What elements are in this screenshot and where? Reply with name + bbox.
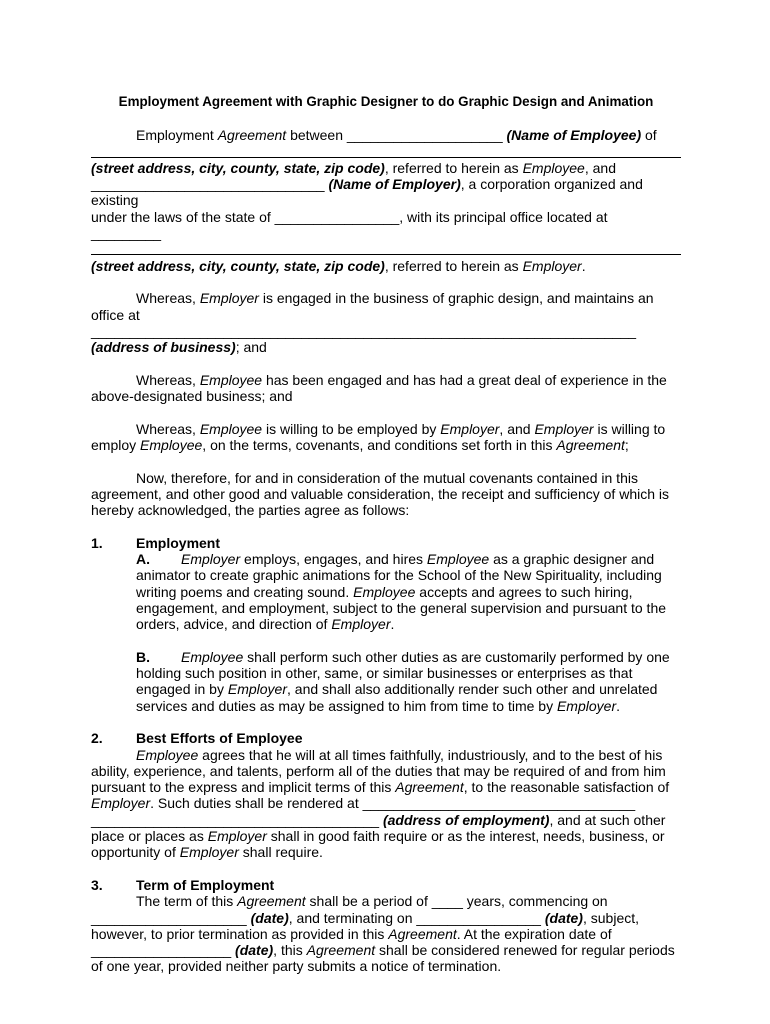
address-of-employment-label: (address of employment) bbox=[382, 811, 550, 828]
section-3-line-2: ____________________ (date), and terminating on ________________ (date), subject, bbox=[91, 909, 640, 926]
date-label: (date) bbox=[544, 909, 583, 926]
section-3-line-3: however, to prior termination as provided in this Agreement. At the expiration date of bbox=[91, 925, 612, 942]
date-label: (date) bbox=[250, 909, 289, 926]
section-3-line-4: __________________ (date), this Agreement shall be considered renewed for regular periods of one year, provided neither party submits a notice of termination. bbox=[91, 942, 675, 975]
whereas-paragraph-3: Whereas, Employee is willing to be employed by Employer, and Employer is willing to bbox=[136, 420, 666, 437]
document-title: Employment Agreement with Graphic Designer to do Graphic Design and Animation bbox=[118, 94, 654, 109]
whereas-paragraph-1: Whereas, Employer is engaged in the business of graphic design, and maintains an bbox=[136, 290, 654, 307]
section-3-heading: 3. Term of Employment bbox=[91, 876, 275, 893]
blank-line bbox=[91, 144, 681, 158]
section-2-paragraph: Employee agrees that he will at all times faithfully, industriously, and to the best of his ability, experience, and talents, perform all of the duties that may be required of and from him pursuant to the express and implicit terms of this Agreement, to the reasonable satisfaction of Employer. Such duties shall be rendered at ___________________________________ _____________________________________ (address of employment), and at such other place or places as Employer shall in good faith require or as the interest, needs, business, or opportunity of Employer shall require. bbox=[91, 746, 670, 861]
street-address-label: (street address, city, county, state, zip code) bbox=[91, 159, 385, 176]
section-1-heading: 1. Employment bbox=[91, 534, 221, 551]
now-therefore-paragraph: Now, therefore, for and in consideration of the mutual covenants contained in this agreement, and other good and valuable consideration, the receipt and sufficiency of which is hereby acknowledged, the parties agree as follows: bbox=[91, 469, 669, 519]
section-2-heading: 2. Best Efforts of Employee bbox=[91, 730, 303, 747]
blank-line bbox=[91, 241, 681, 255]
section-1a-paragraph: A. Employer employs, engages, and hires Employee as a graphic designer and animator to create graphic animations for the School of the New Spirituality, including writing poems and creating sound. Employee accepts and agrees to such hiring, engagement, and employment, subject to the general supervision and pursuant to the orders, advice, and direction of Employer. bbox=[136, 551, 667, 633]
section-3-line-1: The term of this Agreement shall be a period of ____ years, commencing on bbox=[136, 893, 608, 910]
address-of-business-label: (address of business) bbox=[91, 339, 236, 356]
intro-paragraph: Employment Agreement between ____________________ (Name of Employee) of bbox=[136, 127, 657, 144]
section-1b-paragraph: B. Employee shall perform such other duties as are customarily performed by one holding such position in other, same, or similar businesses or enterprises as that engaged in by Employer, and shall also additionally render such other and unrelated services and duties as may be assigned to him from time to time by Employer. bbox=[136, 648, 670, 714]
document-page: Employment Agreement with Graphic Designer to do Graphic Design and Animation Employment Agreement between ____________________ (Name of Employee) of (street address, city, county, state, zip code), referred to herein as Employee, and ______________________________ (Name of Employer), a corporation organized and existing under the laws of the state of ________________, with its principal office located at _________ (street address, city, county, state, zip code), referred to herein as Employer. Whereas, Employer is engaged in the business of graphic design, and maintains an office at ______________________________________________________________________ (address of business); and Whereas, Employee has been engaged and has had a great deal of experience in the above-designated business; and Whereas, Employee is willing to be employed by Employer, and Employer is willing to employ Employee, on the terms, covenants, and conditions set forth in this Agreement; Now, therefore, for and in consideration of the mutual covenants contained in this agreement, and other good and valuable consideration, the receipt and sufficiency of which is hereby acknowledged, the parties agree as follows: 1. Employment A. Employer employs, engages, and hires Employee as a graphic designer and animator to create graphic animations for the School of the New Spirituality, including writing poems and creating sound. Employee accepts and agrees to such hiring, engagement, and employment, subject to the general supervision and pursuant to the orders, advice, and direction of Employer. B. Employee shall perform such other duties as are customarily performed by one holding such position in other, same, or similar businesses or enterprises as that engaged in by Employer, and shall also additionally render such other and unrelated services and duties as may be assigned to him from time to time by Employer. 2. Best Efforts of Employee Employee agrees that he will at all times faithfully, industriously, and to the best of his ability, experience, and talents, perform all of the duties that may be required of and from him pursuant to the express and implicit terms of this Agreement, to the reasonable satisfaction of Employer. Such duties shall be rendered at ___________________________________ _____________________________________ (address of employment), and at such other place or places as Employer shall in good faith require or as the interest, needs, business, or opportunity of Employer shall require. 3. Term of Employment The term of this Agreement shall be a period of ____ years, commencing on ____________________ (date), and terminating on ________________ (date), subject, however, to prior termination as provided in this Agreement. At the expiration date of __________________ (date), this Agreement shall be considered renewed for regular periods of one year, provided neither party submits a notice of termination. bbox=[91, 92, 681, 975]
whereas-paragraph-2: Whereas, Employee has been engaged and has had a great deal of experience in the above-designated business; and bbox=[91, 371, 667, 405]
street-address-label: (street address, city, county, state, zip code) bbox=[91, 257, 385, 274]
name-of-employer-label: (Name of Employer) bbox=[328, 176, 461, 193]
name-of-employee-label: (Name of Employee) bbox=[506, 127, 642, 144]
date-label: (date) bbox=[235, 942, 274, 959]
